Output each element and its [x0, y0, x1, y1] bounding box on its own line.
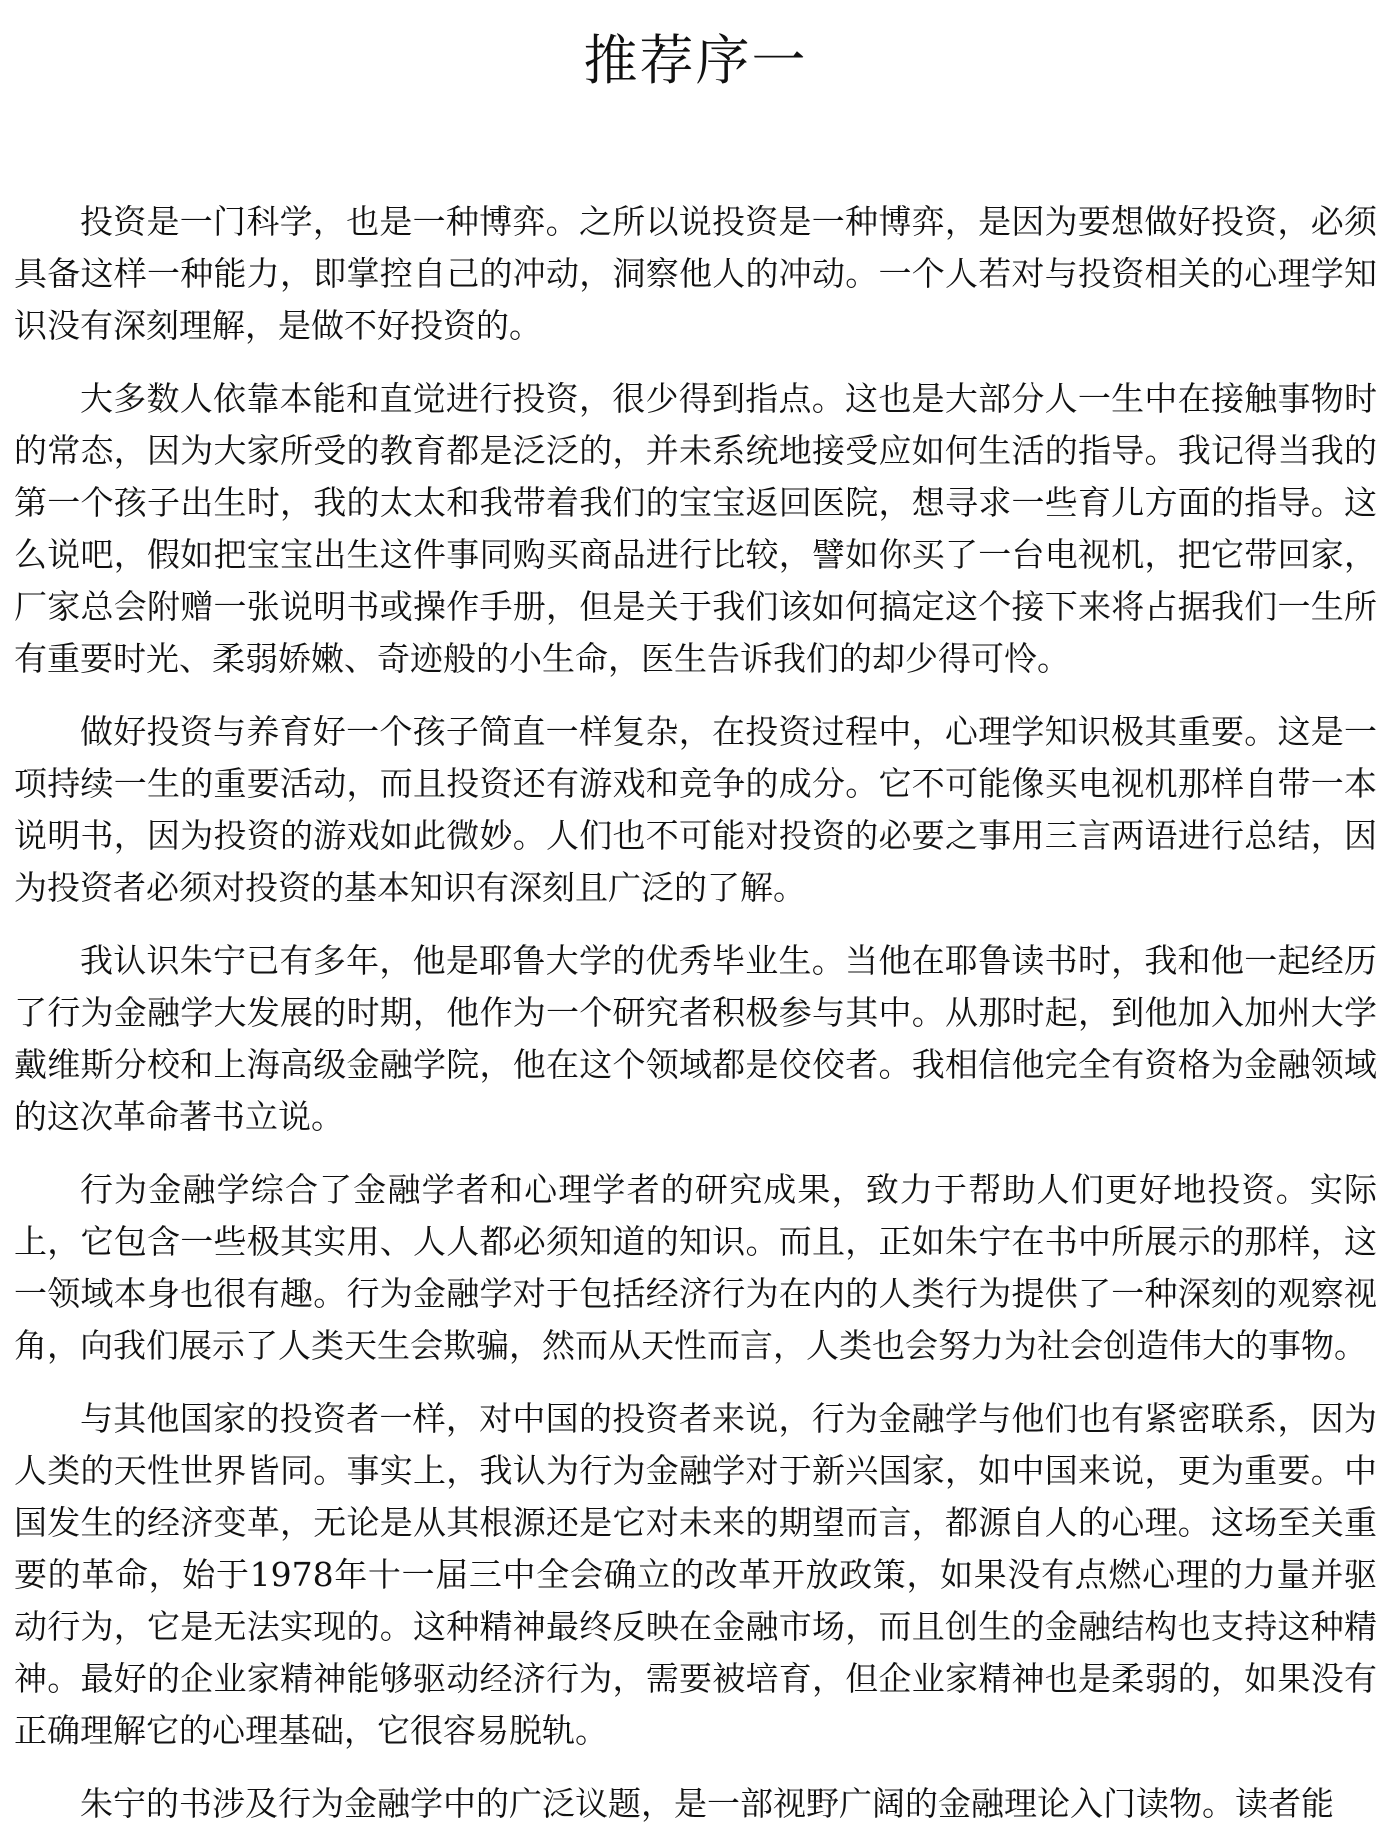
paragraph: 与其他国家的投资者一样，对中国的投资者来说，行为金融学与他们也有紧密联系，因为人类的天性世界皆同。事实上，我认为行为金融学对于新兴国家，如中国来说，更为重要。中国发生的经济变革，无论是从其根源还是它对未来的期望而言，都源自人的心理。这场至关重要的革命，始于1978年十一届三中全会确立的改革开放政策，如果没有点燃心理的力量并驱动行为，它是无法实现的。这种精神最终反映在金融市场，而且创生的金融结构也支持这种精神。最好的企业家精神能够驱动经济行为，需要被培育，但企业家精神也是柔弱的，如果没有正确理解它的心理基础，它很容易脱轨。	[14, 1399, 1377, 1750]
paragraph: 行为金融学综合了金融学者和心理学者的研究成果，致力于帮助人们更好地投资。实际上，它包含一些极其实用、人人都必须知道的知识。而且，正如朱宁在书中所展示的那样，这一领域本身也很有趣。行为金融学对于包括经济行为在内的人类行为提供了一种深刻的观察视角，向我们展示了人类天生会欺骗，然而从天性而言，人类也会努力为社会创造伟大的事物。	[14, 1170, 1377, 1365]
paragraph: 朱宁的书涉及行为金融学中的广泛议题，是一部视野广阔的金融理论入门读物。读者能	[80, 1784, 1334, 1823]
body-text	[14, 196, 1377, 1830]
paragraph: 做好投资与养育好一个孩子简直一样复杂，在投资过程中，心理学知识极其重要。这是一项持续一生的重要活动，而且投资还有游戏和竞争的成分。它不可能像买电视机那样自带一本说明书，因为投资的游戏如此微妙。人们也不可能对投资的必要之事用三言两语进行总结，因为投资者必须对投资的基本知识有深刻且广泛的了解。	[14, 712, 1377, 907]
paragraph: 我认识朱宁已有多年，他是耶鲁大学的优秀毕业生。当他在耶鲁读书时，我和他一起经历了行为金融学大发展的时期，他作为一个研究者积极参与其中。从那时起，到他加入加州大学戴维斯分校和上海高级金融学院，他在这个领域都是佼佼者。我相信他完全有资格为金融领域的这次革命著书立说。	[14, 941, 1377, 1136]
paragraph: 投资是一门科学，也是一种博弈。之所以说投资是一种博弈，是因为要想做好投资，必须具备这样一种能力，即掌控自己的冲动，洞察他人的冲动。一个人若对与投资相关的心理学知识没有深刻理解，是做不好投资的。	[14, 202, 1377, 345]
page-title: 推荐序一	[583, 29, 808, 92]
paragraph: 大多数人依靠本能和直觉进行投资，很少得到指点。这也是大部分人一生中在接触事物时的常态，因为大家所受的教育都是泛泛的，并未系统地接受应如何生活的指导。我记得当我的第一个孩子出生时，我的太太和我带着我们的宝宝返回医院，想寻求一些育儿方面的指导。这么说吧，假如把宝宝出生这件事同购买商品进行比较，譬如你买了一台电视机，把它带回家，厂家总会附赠一张说明书或操作手册，但是关于我们该如何搞定这个接下来将占据我们一生所有重要时光、柔弱娇嫩、奇迹般的小生命，医生告诉我们的却少得可怜。	[14, 379, 1377, 678]
